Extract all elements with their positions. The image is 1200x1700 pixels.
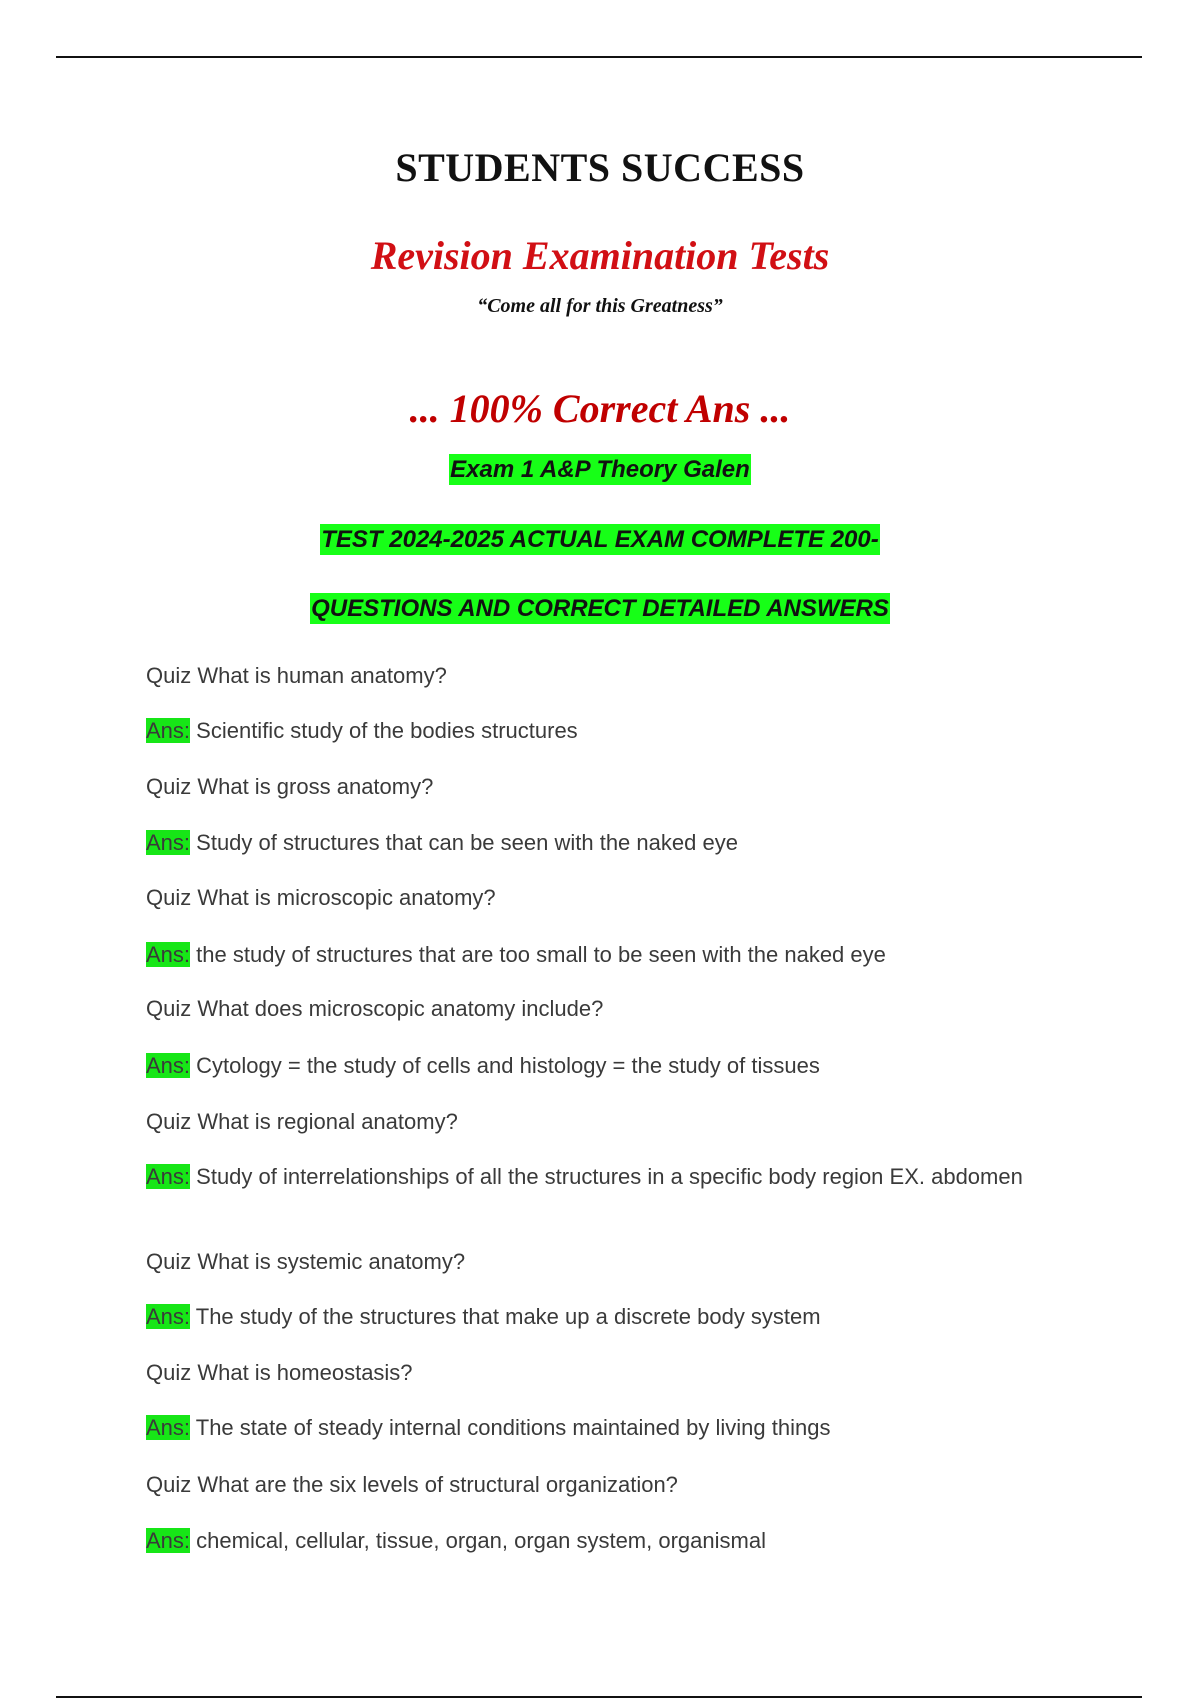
answer-text: chemical, cellular, tissue, organ, organ system, organismal [196,1528,766,1553]
test-year-text: TEST 2024-2025 ACTUAL EXAM COMPLETE 200- [321,526,879,553]
answer-text: Scientific study of the bodies structures [196,718,578,743]
ans-label: Ans: [146,1053,191,1078]
question-8: Quiz What are the six levels of structural organization? [146,1472,678,1497]
ans-label: Ans: [146,942,191,967]
bottom-rule [56,1696,1142,1698]
answer-6 [146,1303,1046,1331]
ans-label: Ans: [146,830,191,855]
question-2: Quiz What is gross anatomy? [146,774,434,799]
question-3: Quiz What is microscopic anatomy? [146,885,496,910]
correct-answers-line: ... 100% Correct Ans ... [409,386,791,431]
answer-text: Study of interrelationships of all the structures in a specific body region EX. abdomen [196,1164,1023,1189]
answer-text: the study of structures that are too small to be seen with the naked eye [196,942,886,967]
question-5: Quiz What is regional anatomy? [146,1109,458,1134]
ans-label: Ans: [146,718,191,743]
top-rule [56,56,1142,58]
test-year-line [0,526,1200,554]
ans-label: Ans: [146,1415,191,1440]
questions-answers-line [0,595,1200,623]
answer-4 [146,1052,1046,1080]
answer-text: The state of steady internal conditions maintained by living things [195,1415,831,1440]
question-7: Quiz What is homeostasis? [146,1360,413,1385]
ans-label: Ans: [146,1164,191,1189]
answer-3 [146,941,1046,969]
answer-2 [146,829,1046,857]
ans-label: Ans: [146,1304,191,1329]
org-title: STUDENTS SUCCESS [395,145,805,190]
exam-title-line [0,456,1200,484]
answer-8 [146,1527,1046,1555]
ans-label: Ans: [146,1528,191,1553]
answer-text: Study of structures that can be seen with the naked eye [196,830,738,855]
question-1: Quiz What is human anatomy? [146,663,447,688]
question-6: Quiz What is systemic anatomy? [146,1249,466,1274]
answer-5 [146,1163,1026,1191]
answer-1 [146,717,1046,745]
answer-text: The study of the structures that make up a discrete body system [195,1304,821,1329]
sub-title: Revision Examination Tests [370,233,830,278]
answer-text: Cytology = the study of cells and histology = the study of tissues [196,1053,820,1078]
question-4: Quiz What does microscopic anatomy include? [146,996,604,1021]
questions-answers-text: QUESTIONS AND CORRECT DETAILED ANSWERS [311,595,889,622]
answer-7 [146,1414,1046,1442]
tagline: “Come all for this Greatness” [477,295,723,317]
exam-title-text: Exam 1 A&P Theory Galen [450,456,750,483]
